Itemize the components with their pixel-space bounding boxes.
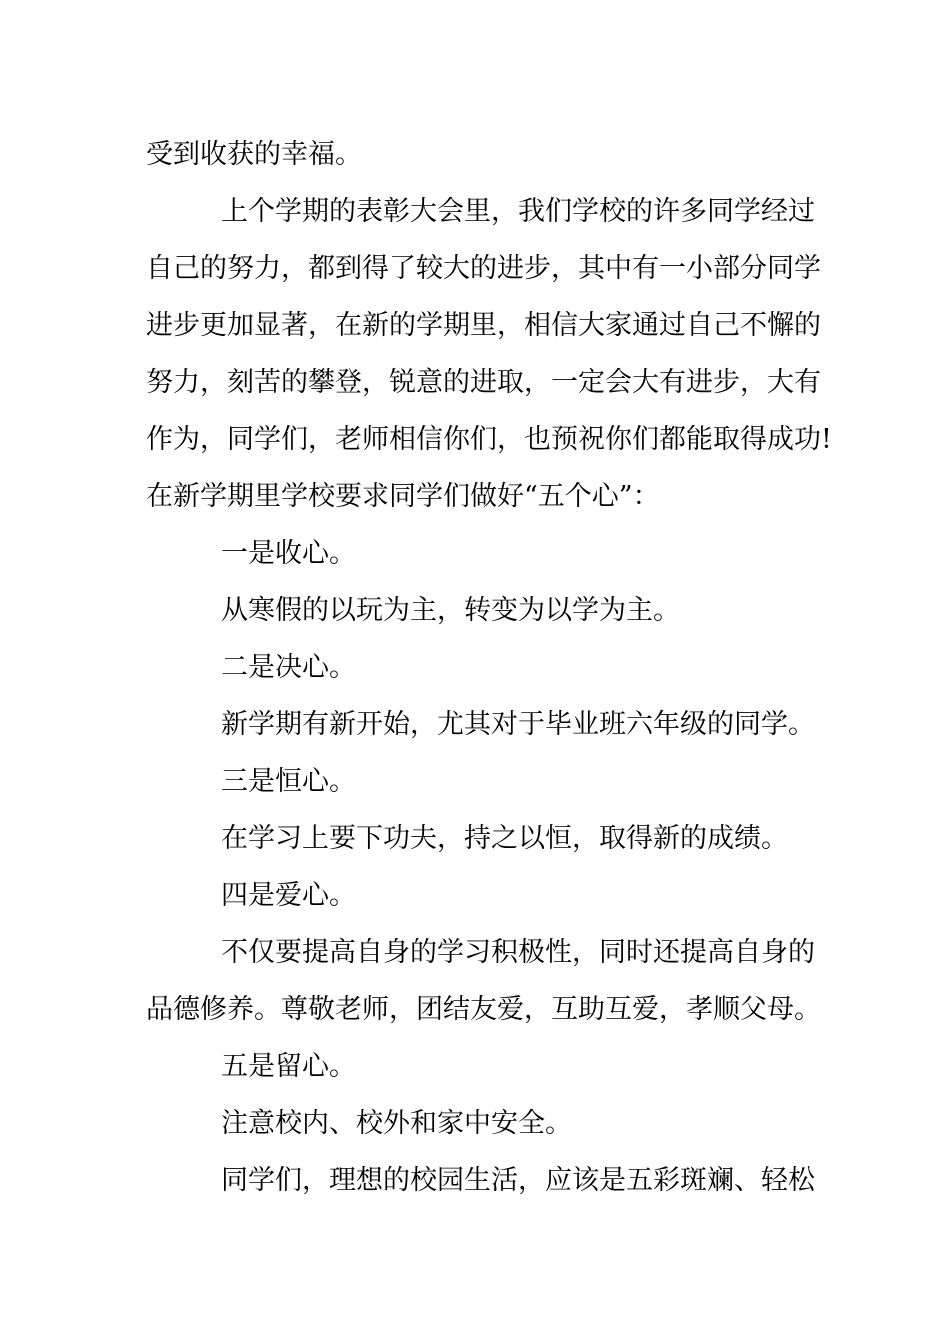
text-line-18: 注意校内、校外和家中安全。 [221,1108,572,1139]
text-line-10: 二是决心。 [221,652,356,683]
text-line-9: 从寒假的以玩为主，转变为以学为主。 [221,595,680,626]
text-line-3: 自己的努力，都到得了较大的进步，其中有一小部分同学 [146,253,821,284]
text-line-17: 五是留心。 [221,1051,356,1082]
text-line-19: 同学们，理想的校园生活，应该是五彩斑斓、轻松 [221,1165,815,1196]
text-line-11: 新学期有新开始，尤其对于毕业班六年级的同学。 [221,709,815,740]
text-line-2: 上个学期的表彰大会里，我们学校的许多同学经过 [221,196,815,227]
text-line-14: 四是爱心。 [221,880,356,911]
text-line-12: 三是恒心。 [221,766,356,797]
text-line-5: 努力，刻苦的攀登，锐意的进取，一定会大有进步，大有 [146,367,821,398]
text-line-13: 在学习上要下功夫，持之以恒，取得新的成绩。 [221,823,788,854]
text-line-4: 进步更加显著，在新的学期里，相信大家通过自己不懈的 [146,310,821,341]
text-line-16: 品德修养。尊敬老师，团结友爱，互助互爱，孝顺父母。 [146,994,821,1025]
text-line-7: 在新学期里学校要求同学们做好“五个心”： [146,481,660,512]
text-line-1: 受到收获的幸福。 [146,139,362,170]
text-line-8: 一是收心。 [221,538,356,569]
text-line-15: 不仅要提高自身的学习积极性，同时还提高自身的 [221,937,815,968]
text-line-6: 作为，同学们，老师相信你们，也预祝你们都能取得成功! [146,424,832,455]
